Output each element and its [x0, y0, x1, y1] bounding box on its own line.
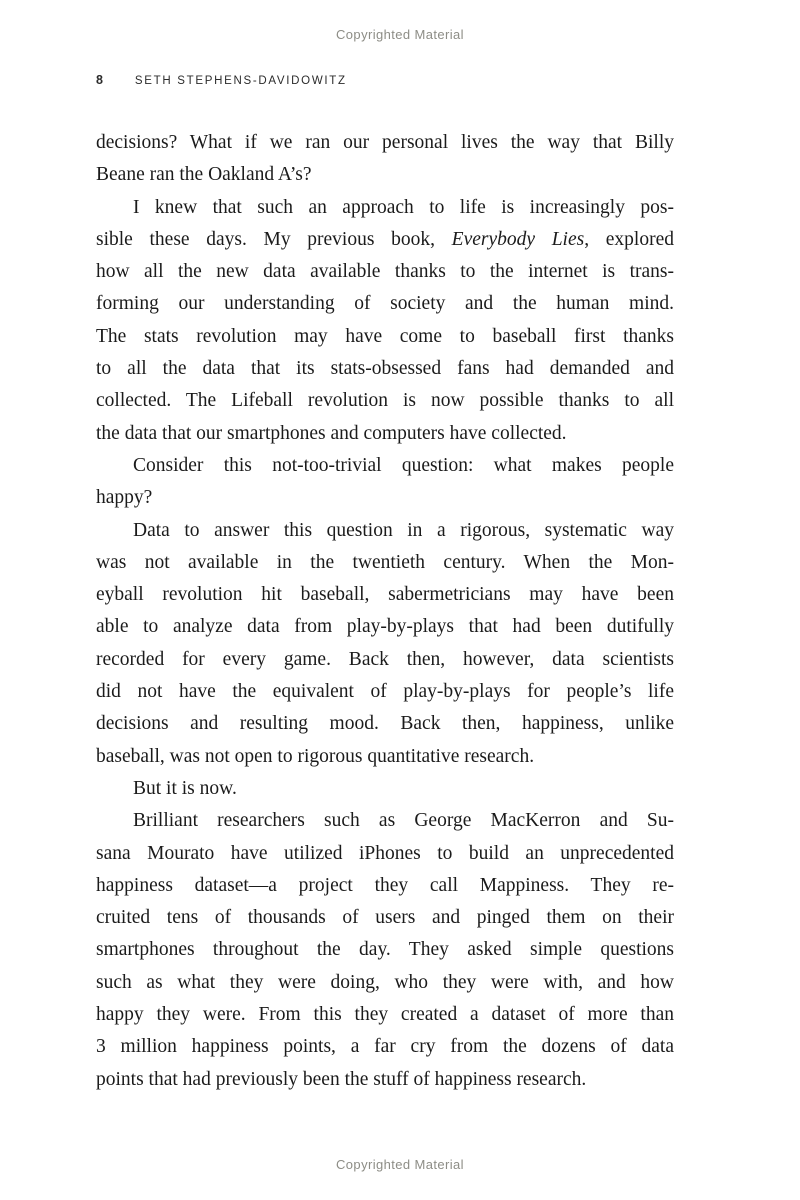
watermark-top: Copyrighted Material — [336, 27, 464, 42]
text-line: smartphones throughout the day. They asked simple questions — [96, 939, 674, 961]
text-line: such as what they were doing, who they were with, and how — [96, 971, 674, 993]
text-line: happy? — [96, 487, 153, 509]
running-head-author: SETH STEPHENS-DAVIDOWITZ — [134, 75, 347, 87]
text-line: forming our understanding of society and the human mind. — [96, 293, 674, 315]
text-line: Beane ran the Oakland A’s? — [96, 164, 312, 186]
text-line: decisions and resulting mood. Back then, happiness, unlike — [96, 713, 674, 735]
text-line: did not have the equivalent of play-by-plays for people’s life — [96, 681, 674, 703]
text-line: was not available in the twentieth century. When the Mon- — [96, 551, 674, 573]
text-line: Brilliant researchers such as George MacKerron and Su- — [133, 810, 674, 832]
text-line: happy they were. From this they created a dataset of more than — [96, 1004, 674, 1026]
page-number: 8 — [96, 73, 104, 87]
text-line: collected. The Lifeball revolution is now possible thanks to all — [96, 390, 674, 412]
text-line: eyball revolution hit baseball, sabermetricians may have been — [96, 584, 674, 606]
text-line: The stats revolution may have come to baseball first thanks — [96, 325, 674, 347]
text-line: to all the data that its stats-obsessed fans had demanded and — [96, 358, 674, 380]
text-line: able to analyze data from play-by-plays that had been dutifully — [96, 616, 674, 638]
text-line: Data to answer this question in a rigorous, systematic way — [133, 519, 674, 541]
watermark-bottom: Copyrighted Material — [336, 1157, 464, 1172]
text-line: baseball, was not open to rigorous quantitative research. — [96, 745, 535, 767]
italic-book-title: Everybody Lies — [451, 228, 585, 250]
text-line: how all the new data available thanks to the internet is trans- — [96, 261, 674, 283]
text-line: happiness dataset—a project they call Mappiness. They re- — [96, 874, 674, 896]
text-line: sible these days. My previous book, Everybody Lies, explored — [96, 228, 674, 250]
body-text — [96, 127, 674, 1096]
text-line: recorded for every game. Back then, however, data scientists — [96, 648, 674, 670]
text-line: decisions? What if we ran our personal lives the way that Billy — [96, 132, 674, 153]
text-line: But it is now. — [133, 777, 237, 799]
text-line: I knew that such an approach to life is increasingly pos- — [133, 196, 674, 218]
text-line: 3 million happiness points, a far cry from the dozens of data — [96, 1036, 674, 1058]
text-line: Consider this not-too-trivial question: what makes people — [133, 454, 674, 476]
text-line: sana Mourato have utilized iPhones to build an unprecedented — [96, 842, 674, 864]
text-line: cruited tens of thousands of users and pinged them on their — [96, 907, 674, 929]
text-line: the data that our smartphones and computers have collected. — [96, 422, 567, 444]
running-header — [96, 71, 674, 89]
text-line: points that had previously been the stuff of happiness research. — [96, 1068, 587, 1090]
